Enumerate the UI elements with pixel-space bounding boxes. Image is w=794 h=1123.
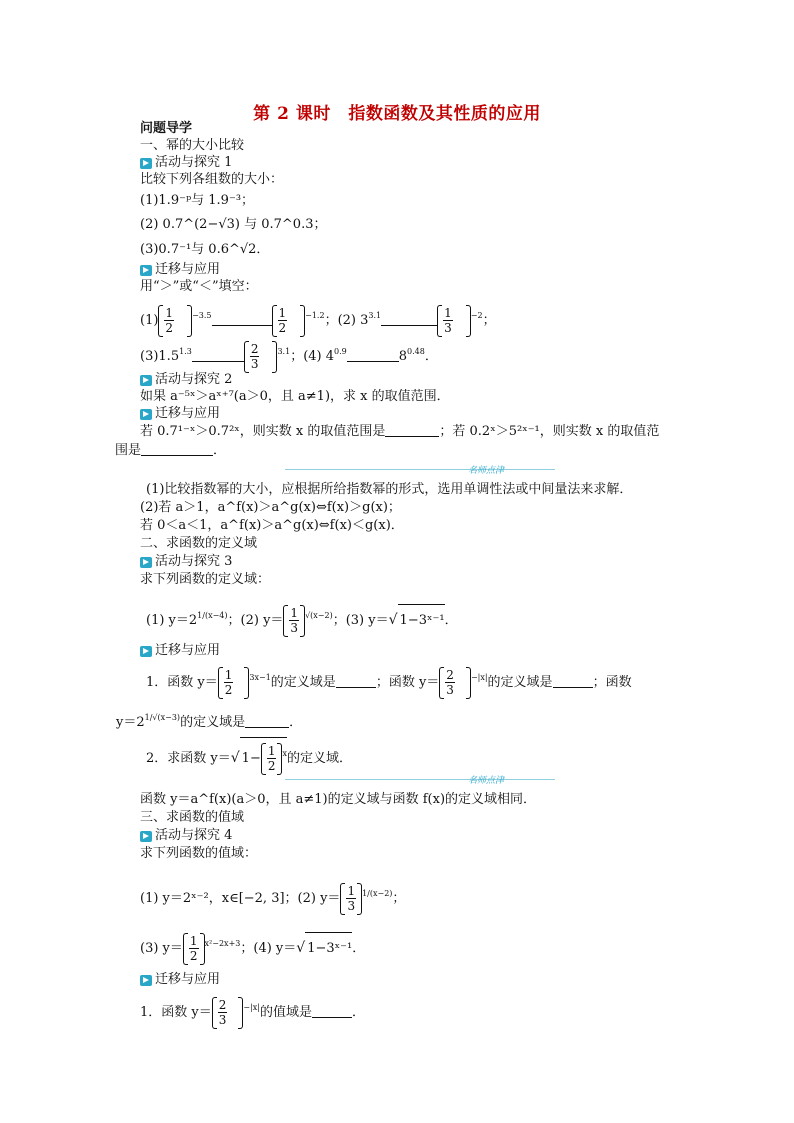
activity-1-heading: 活动与探究 1 bbox=[140, 155, 232, 171]
activity-1-item-2: (2) 0.7^(2−√3) 与 0.7^0.3； bbox=[140, 217, 327, 232]
arrow-icon bbox=[140, 975, 152, 986]
tip-divider bbox=[285, 779, 555, 780]
activity-1-item-3: (3)0.7⁻¹与 0.6^√2． bbox=[140, 242, 270, 257]
blank[interactable] bbox=[336, 675, 376, 688]
arrow-icon bbox=[140, 375, 152, 386]
blank[interactable] bbox=[141, 443, 213, 456]
activity-4-items-2: (3) y＝ $\frac{1}{2}$ $^{x^2-2x+3}$；(4) y＝√ 1−3ˣ⁻¹． bbox=[140, 934, 366, 963]
activity-2-heading: 活动与探究 2 bbox=[140, 372, 232, 388]
transfer-2-line-1: 若 0.7¹⁻ˣ＞0.7²ˣ，则实数 x 的取值范围是 ；若 0.2ˣ＞5²ˣ⁻¹，则实数 x 的取值范 bbox=[140, 424, 660, 439]
page-title: 第 2 课时 指数函数及其性质的应用 bbox=[253, 104, 541, 124]
activity-4-items-1: (1) y＝2ˣ⁻²，x∈[−2, 3]；(2) y＝ $\frac{1}{3}$ $^{1/(x-2)}$； bbox=[140, 884, 406, 913]
arrow-icon bbox=[140, 265, 152, 276]
transfer-3-line-2: $y=2^{1/√(x-3)}$的定义域是 ． bbox=[116, 713, 303, 730]
tip-line-4: 函数 y＝a^f(x)(a＞0，且 a≠1)的定义域与函数 f(x)的定义域相同． bbox=[140, 792, 537, 807]
section-heading-3: 三、求函数的值域 bbox=[140, 810, 245, 825]
activity-4-question: 求下列函数的值域： bbox=[140, 846, 258, 861]
section-guide: 问题导学 bbox=[140, 121, 193, 136]
section-heading-1: 一、幂的大小比较 bbox=[140, 138, 245, 153]
transfer-3-line-1: 1．函数 y＝ $\frac{1}{2}$ $^{3x-1}$的定义域是 ；函数 y＝ $\frac{2}{3}$ $^{-|x|}$的定义域是 ；函数 bbox=[146, 668, 632, 697]
section-heading-2: 二、求函数的定义域 bbox=[140, 536, 258, 551]
blank[interactable] bbox=[553, 675, 593, 688]
transfer-heading-3: 迁移与应用 bbox=[140, 643, 220, 659]
fill-instruction: 用“＞”或“＜”填空： bbox=[140, 279, 258, 294]
arrow-icon bbox=[140, 409, 152, 420]
arrow-icon bbox=[140, 646, 152, 657]
fill-row-1: (1) $\frac{1}{2}$ $^{-3.5}$ $\frac{1}{2}$ $^{-1.2}$；(2) $3^{3.1}$ $\frac{1}{3}$ $^{-2}$； bbox=[140, 306, 496, 335]
activity-3-heading: 活动与探究 3 bbox=[140, 554, 232, 570]
tip-badge: 名师点津 bbox=[468, 466, 505, 476]
activity-3-items: (1) $y=2^{1/(x-4)}$；(2) y＝ $\frac{1}{3}$ $^{√(x-2)}$；(3) y＝√ 1−3ˣ⁻¹． bbox=[146, 606, 458, 635]
activity-1-item-1: (1)1.9⁻ᵖ与 1.9⁻³； bbox=[140, 193, 255, 208]
transfer-4-line-1: 1．函数 y＝ $\frac{2}{3}$ $^{-|x|}$的值域是 ． bbox=[140, 998, 366, 1027]
blank[interactable] bbox=[245, 715, 289, 728]
activity-3-question: 求下列函数的定义域： bbox=[140, 572, 271, 587]
blank[interactable] bbox=[381, 313, 437, 326]
arrow-icon bbox=[140, 557, 152, 568]
transfer-heading-2: 迁移与应用 bbox=[140, 406, 220, 422]
transfer-heading-4: 迁移与应用 bbox=[140, 972, 220, 988]
arrow-icon bbox=[140, 831, 152, 842]
activity-4-heading: 活动与探究 4 bbox=[140, 828, 232, 844]
tip-badge: 名师点津 bbox=[468, 776, 505, 786]
tip-line-3: 若 0＜a＜1，a^f(x)＞a^g(x)⇔f(x)＜g(x)． bbox=[140, 518, 404, 533]
blank[interactable] bbox=[385, 424, 439, 437]
tip-line-1: (1)比较指数幂的大小，应根据所给指数幂的形式，选用单调性法或中间量法来求解． bbox=[146, 482, 633, 497]
blank[interactable] bbox=[312, 1005, 352, 1018]
transfer-heading-1: 迁移与应用 bbox=[140, 262, 220, 278]
tip-line-2: (2)若 a＞1，a^f(x)＞a^g(x)⇔f(x)＞g(x)； bbox=[140, 500, 401, 515]
transfer-2-line-2: 围是 ． bbox=[115, 443, 227, 458]
activity-1-question: 比较下列各组数的大小： bbox=[140, 172, 284, 187]
tip-divider bbox=[285, 469, 555, 470]
blank[interactable] bbox=[212, 313, 272, 326]
fill-row-2: $(3)1.5^{1.3}$ $\frac{2}{3}$ $^{3.1}$；(4) $4^{0.9}$ $8^{0.48}$． bbox=[140, 342, 438, 371]
arrow-icon bbox=[140, 158, 152, 169]
activity-2-question: 如果 a⁻⁵ˣ＞aˣ⁺⁷(a＞0，且 a≠1)，求 x 的取值范围． bbox=[140, 389, 450, 404]
transfer-3-line-3: 2．求函数 y＝√ 1− $\frac{1}{2}$ $^x$的定义域． bbox=[146, 737, 352, 769]
blank[interactable] bbox=[347, 349, 399, 362]
blank[interactable] bbox=[192, 349, 244, 362]
